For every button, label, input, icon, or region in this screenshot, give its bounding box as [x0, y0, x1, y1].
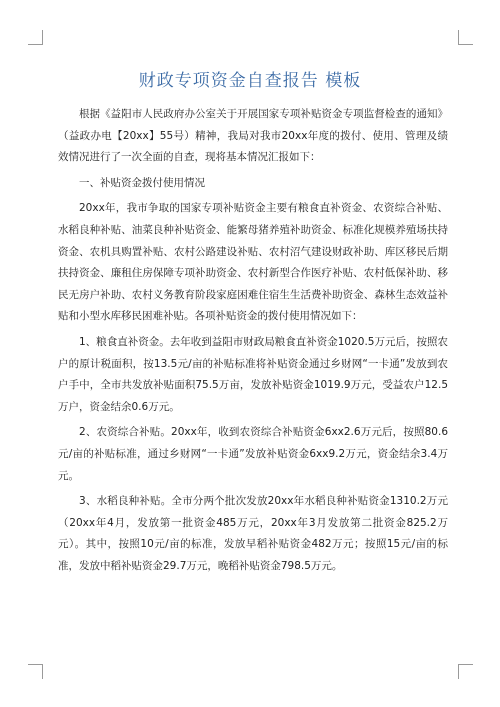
paragraph-item-2: 2、农资综合补贴。20xx年，收到农资综合补贴资金6xx2.6万元后，按照80.6元/亩的补贴标准，通过乡财网“一卡通”发放补贴资金6xx9.2万元，资金结余3.4万元。 — [58, 426, 448, 482]
paragraph-overview: 20xx年，我市争取的国家专项补贴资金主要有粮食直补资金、农资综合补贴、水稻良种补贴、油菜良种补贴资金、能繁母猪养殖补助资金、标准化规模养殖场扶持资金、农机具购置补贴、农村公路建设补贴、农村沼气建设财政补助、库区移民后期扶持资金、廉租住房保障专项补助资金、农村新型合作医疗补贴、农村低保补助、移民无房户补助、农村义务教育阶段家庭困难住宿生生活费补助资金、森林生态效益补贴和小型水库移民困难补贴。各项补贴资金的拨付使用情况如下： — [58, 202, 448, 323]
document-body — [58, 104, 448, 581]
crop-mark-bottom-left — [28, 664, 43, 679]
paragraph-item-3: 3、水稻良种补贴。全市分两个批次发放20xx年水稻良种补贴资金1310.2万元（20xx年4月，发放第一批资金485万元，20xx年3月发放第二批资金825.2万元）。其中，按照10元/亩的标准，发放早稻补贴资金482万元；按照15元/亩的标准，发放中稻补贴资金29.7万元，晚稻补贴资金798.5万元。 — [58, 495, 448, 572]
paragraph-item-1: 1、粮食直补资金。去年收到益阳市财政局粮食直补资金1020.5万元后，按照农户的原计税面积，按13.5元/亩的补贴标准将补贴资金通过乡财网“一卡通”发放到农户手中，全市共发放补贴面积75.5万亩，发放补贴资金1019.9万元，受益农户12.5万户，资金结余0.6万元。 — [58, 335, 448, 413]
crop-mark-bottom-right — [458, 664, 473, 679]
paragraph-intro: 根据《益阳市人民政府办公室关于开展国家专项补贴资金专项监督检查的通知》（益政办电【20xx】55号）精神，我局对我市20xx年度的拨付、使用、管理及绩效情况进行了一次全面的自查，现将基本情况汇报如下： — [58, 108, 448, 164]
section-heading: 一、补贴资金拨付使用情况 — [79, 176, 205, 189]
crop-mark-top-left — [28, 30, 43, 45]
document-title: 财政专项资金自查报告 模板 — [138, 71, 362, 91]
crop-mark-top-right — [458, 30, 473, 45]
